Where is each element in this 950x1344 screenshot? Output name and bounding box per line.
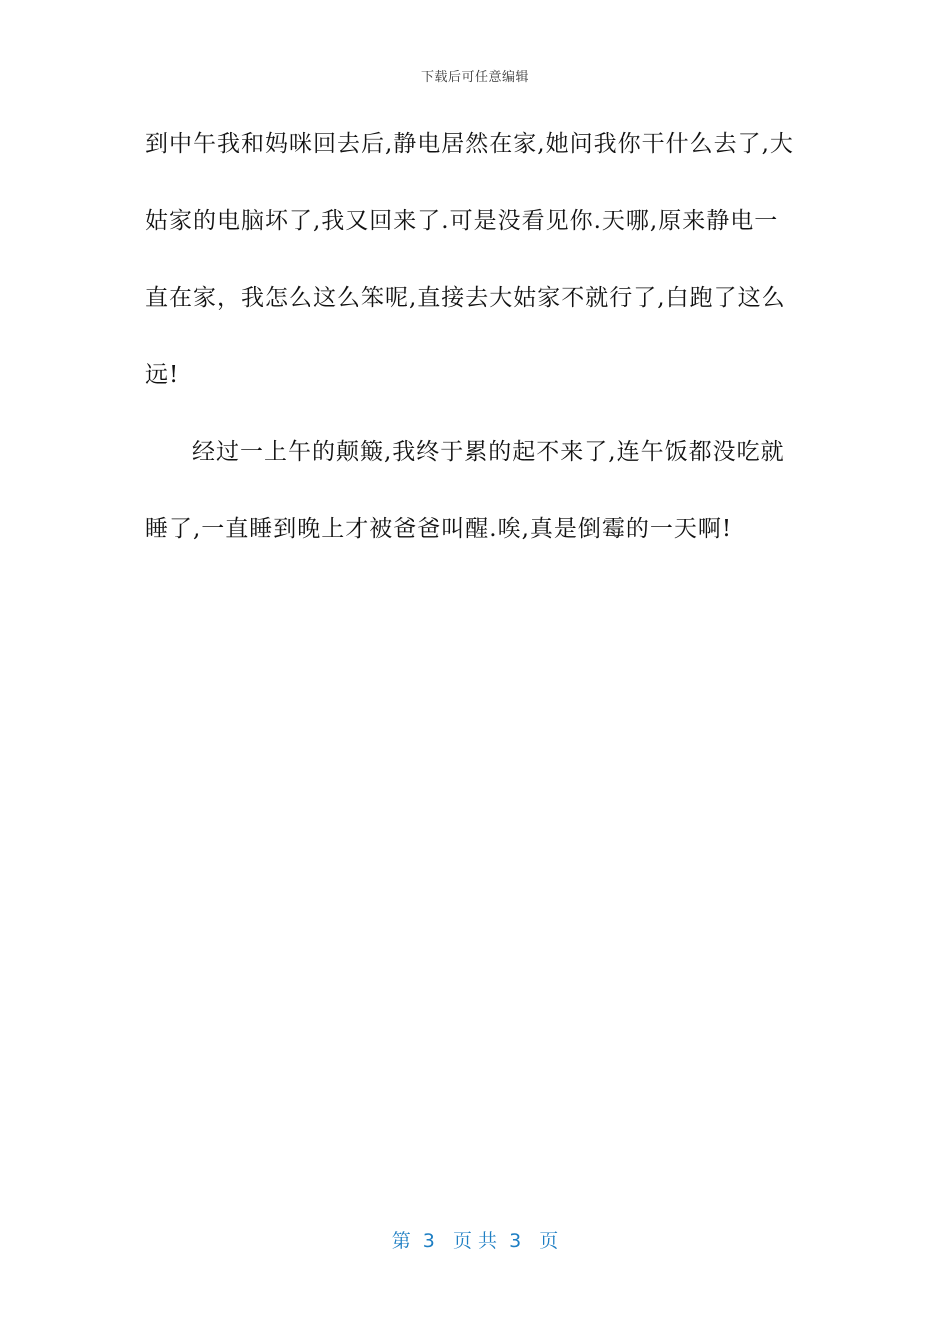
text-line: 远! [145, 362, 180, 388]
text-line: 姑家的电脑坏了,我又回来了.可是没看见你.天哪,原来静电一 [145, 208, 779, 234]
text-line: 睡了,一直睡到晚上才被爸爸叫醒.唉,真是倒霉的一天啊! [145, 516, 733, 542]
paragraph [145, 118, 805, 426]
text-line: 到中午我和妈咪回去后,静电居然在家,她问我你干什么去了,大 [145, 131, 794, 157]
paragraph [145, 426, 805, 580]
page-header: 下载后可任意编辑 [420, 70, 529, 85]
document-body [145, 118, 805, 580]
text-line: 直在家，我怎么这么笨呢,直接去大姑家不就行了,白跑了这么 [145, 285, 786, 311]
page-footer: 第 3 页 共 3 页 [391, 1230, 559, 1252]
text-line: 经过一上午的颠簸,我终于累的起不来了,连午饭都没吃就 [192, 439, 785, 465]
